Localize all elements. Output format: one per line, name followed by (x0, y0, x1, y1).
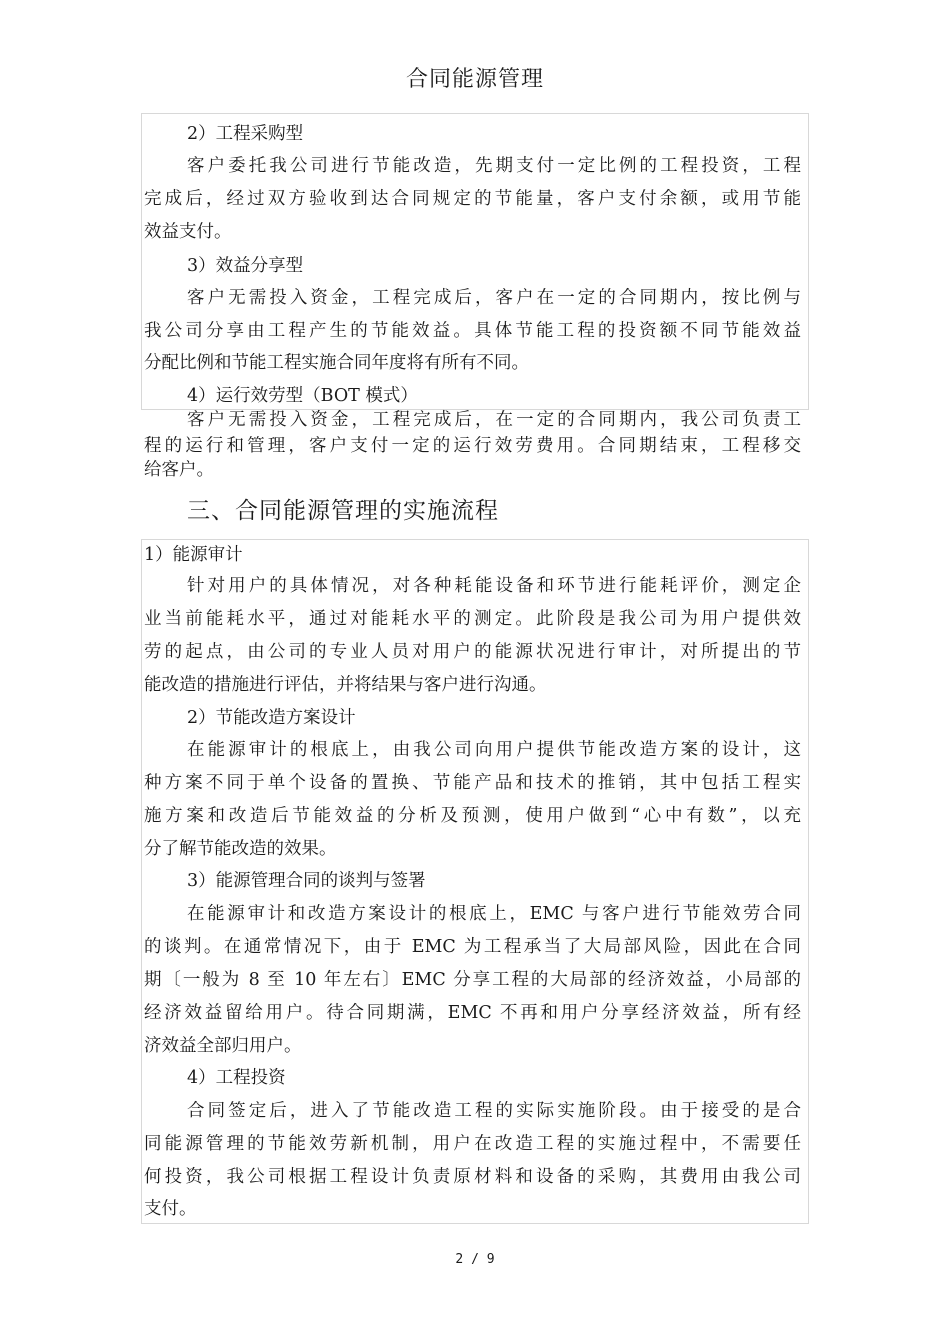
page-title: 合同能源管理 (405, 67, 544, 92)
paragraph-line: 程的运行和管理，客户支付一定的运行效劳费用。合同期结束，工程移交 (144, 436, 801, 456)
item-heading-bot-mode: 4）运行效劳型（BOT 模式） (187, 386, 418, 406)
step-heading-retrofit-design: 2）节能改造方案设计 (187, 708, 356, 728)
paragraph-line: 效益支付。 (144, 222, 232, 242)
paragraph-line: 在能源审计的根底上，由我公司向用户提供节能改造方案的设计，这 (187, 740, 801, 760)
page-number: 2 / 9 (455, 1252, 495, 1267)
paragraph-line: 济效益全部归用户。 (144, 1036, 302, 1056)
section-heading-implementation-flow: 三、合同能源管理的实施流程 (187, 498, 499, 524)
step-heading-energy-audit: 1）能源审计 (144, 545, 243, 565)
paragraph-line: 业当前能耗水平，通过对能耗水平的测定。此阶段是我公司为用户提供效 (144, 609, 801, 629)
paragraph-line: 经济效益留给用户。待合同期满，EMC 不再和用户分享经济效益，所有经 (144, 1003, 801, 1023)
item-heading-benefit-sharing: 3）效益分享型 (187, 256, 304, 276)
paragraph-line: 分配比例和节能工程实施合同年度将有所有不同。 (144, 353, 529, 373)
paragraph-line: 分了解节能改造的效果。 (144, 839, 337, 859)
paragraph-line: 完成后，经过双方验收到达合同规定的节能量，客户支付余额，或用节能 (144, 189, 801, 209)
item-heading-engineering-procurement: 2）工程采购型 (187, 124, 304, 144)
paragraph-line: 在能源审计和改造方案设计的根底上，EMC 与客户进行节能效劳合同 (187, 904, 801, 924)
paragraph-line: 的谈判。在通常情况下，由于 EMC 为工程承当了大局部风险，因此在合同 (144, 937, 801, 957)
paragraph-line: 我公司分享由工程产生的节能效益。具体节能工程的投资额不同节能效益 (144, 321, 801, 341)
paragraph-line: 客户无需投入资金，工程完成后，客户在一定的合同期内，按比例与 (187, 288, 801, 308)
paragraph-line: 施方案和改造后节能效益的分析及预测，使用户做到“心中有数”，以充 (144, 806, 801, 826)
paragraph-line: 期〔一般为 8 至 10 年左右〕EMC 分享工程的大局部的经济效益，小局部的 (144, 970, 801, 990)
step-heading-contract-negotiation: 3）能源管理合同的谈判与签署 (187, 871, 426, 891)
paragraph-line: 何投资，我公司根据工程设计负责原材料和设备的采购，其费用由我公司 (144, 1167, 801, 1187)
paragraph-line: 支付。 (144, 1199, 197, 1219)
paragraph-line: 种方案不同于单个设备的置换、节能产品和技术的推销，其中包括工程实 (144, 773, 801, 793)
paragraph-line: 劳的起点，由公司的专业人员对用户的能源状况进行审计，对所提出的节 (144, 642, 801, 662)
paragraph-line: 客户无需投入资金，工程完成后，在一定的合同期内，我公司负责工 (187, 410, 801, 430)
paragraph-line: 客户委托我公司进行节能改造，先期支付一定比例的工程投资，工程 (187, 156, 801, 176)
paragraph-line: 同能源管理的节能效劳新机制，用户在改造工程的实施过程中，不需要任 (144, 1134, 801, 1154)
paragraph-line: 合同签定后，进入了节能改造工程的实际实施阶段。由于接受的是合 (187, 1101, 801, 1121)
paragraph-line: 给客户。 (144, 460, 214, 480)
paragraph-line: 针对用户的具体情况，对各种耗能设备和环节进行能耗评价，测定企 (187, 576, 801, 596)
paragraph-line: 能改造的措施进行评估，并将结果与客户进行沟通。 (144, 675, 547, 695)
step-heading-project-investment: 4）工程投资 (187, 1068, 286, 1088)
